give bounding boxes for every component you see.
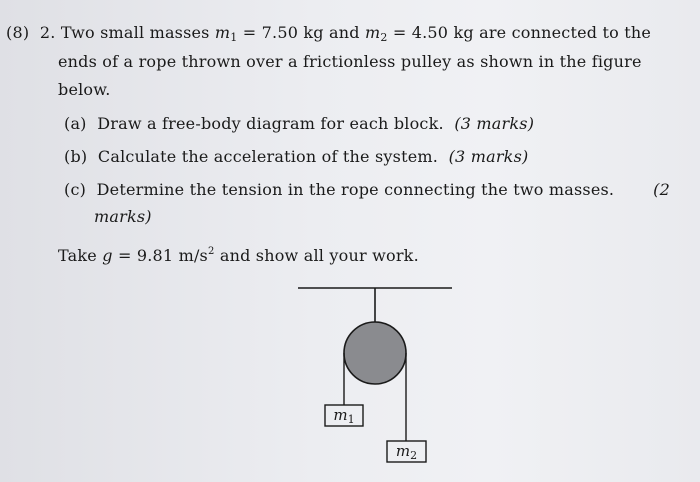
part-c-label: (c) [64, 180, 87, 199]
problem-intro-line-3: below. [58, 80, 111, 99]
take-g-line [58, 242, 419, 266]
take-text: Take [58, 246, 97, 265]
part-a-text: Draw a free-body diagram for each block. [97, 114, 444, 133]
m1-variable: $m_1$ [214, 23, 238, 44]
part-b-label: (b) [64, 147, 88, 166]
part-c-marks-open: (2 [653, 180, 670, 199]
problem-intro-line-1 [6, 23, 651, 48]
part-b-text: Calculate the acceleration of the system. [97, 147, 439, 166]
part-c-marks-close: marks) [94, 207, 152, 226]
pulley-wheel [344, 322, 406, 384]
part-a-marks: (3 marks) [454, 114, 535, 133]
mass-m2-label: $m_2$ [395, 442, 418, 462]
part-a-label: (a) [64, 114, 87, 133]
m2-variable: $m_2$ [364, 23, 388, 44]
problem-intro-line-2: ends of a rope thrown over a frictionless pulley as shown in the figure [58, 52, 642, 71]
part-c [64, 180, 670, 200]
part-a [64, 114, 534, 134]
g-value: = 9.81 $m/s^2$ [117, 246, 215, 265]
section-number: (8) [6, 23, 30, 42]
intro-text: Two small masses [60, 23, 210, 42]
mass-m1-label: $m_1$ [333, 406, 355, 426]
g-variable: g [102, 246, 113, 265]
part-b-marks: (3 marks) [448, 147, 529, 166]
take-instruction: and show all your work. [219, 246, 419, 265]
m2-value: = 4.50 kg are connected to the [392, 23, 652, 42]
part-c-text: Determine the tension in the rope connecting the two masses. [96, 180, 615, 199]
m1-value: = 7.50 kg and [242, 23, 360, 42]
part-b [64, 147, 528, 167]
question-number: 2. [39, 23, 56, 42]
